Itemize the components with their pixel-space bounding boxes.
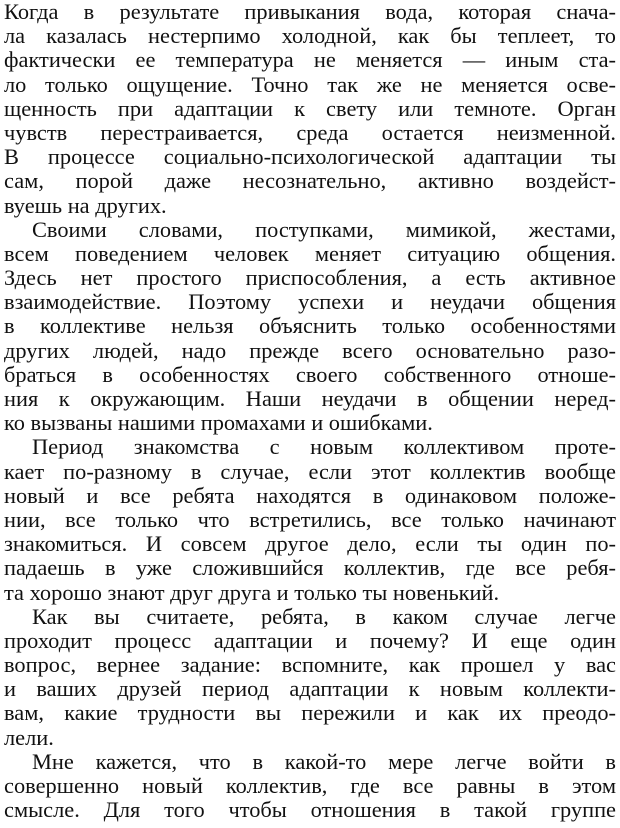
text-line: проходит процесс адаптации и почему? И еще один (4, 628, 616, 653)
text-line: Когда в результате привыкания вода, которая снача- (4, 0, 616, 24)
paragraph (4, 750, 616, 823)
paragraph (4, 435, 616, 604)
text-line: В процессе социально-психологической адаптации ты (4, 145, 616, 170)
text-line: Мне кажется, что в какой-то мере легче войти в (32, 749, 616, 774)
text-line: смысле. Для того чтобы отношения в такой группе (4, 798, 616, 823)
text-line: Своими словами, поступками, мимикой, жестами, (32, 217, 616, 242)
paragraph (4, 605, 616, 750)
text-line: вам, какие трудности вы пережили и как их преодо- (4, 701, 616, 726)
text-line: нии, все только что встретились, все только начинают (4, 507, 616, 532)
page-text (4, 0, 616, 822)
text-line: взаимодействие. Поэтому успехи и неудачи общения (4, 290, 616, 315)
text-line: чувств перестраивается, среда остается неизменной. (4, 120, 616, 145)
text-line: падаешь в уже сложившийся коллектив, где все ребя- (4, 556, 616, 581)
text-line: вопрос, вернее задание: вспомните, как прошел у вас (4, 653, 616, 678)
text-line: сам, порой даже несознательно, активно воздейст- (4, 169, 616, 194)
text-line: вуешь на других. (4, 193, 167, 218)
text-line: совершенно новый коллектив, где все равны в этом (4, 774, 616, 798)
text-line: та хорошо знают друг друга и только ты новенький. (4, 580, 500, 605)
text-line: ния к окружающим. Наши неудачи в общении неред- (4, 387, 616, 411)
text-line: и ваших друзей период адаптации к новым коллекти- (4, 677, 616, 702)
text-line: лели. (4, 725, 54, 750)
text-line: щенность при адаптации к свету или темноте. Орган (4, 96, 616, 121)
text-line: Здесь нет простого приспособления, а есть активное (4, 266, 616, 291)
paragraph (4, 0, 616, 218)
text-line: знакомиться. И совсем другое дело, если ты один по- (4, 532, 616, 557)
text-line: браться в особенностях своего собственного отноше- (4, 362, 616, 387)
text-line: новый и все ребята находятся в одинаковом положе- (4, 483, 616, 508)
text-line: ла казалась нестерпимо холодной, как бы теплеет, то (4, 24, 616, 49)
text-line: ко вызваны нашими промахами и ошибками. (4, 411, 433, 436)
text-line: других людей, надо прежде всего основательно разо- (4, 338, 616, 363)
text-line: кает по-разному в случае, если этот коллектив вообще (4, 459, 616, 484)
text-line: в коллективе нельзя объяснить только особенностями (4, 314, 616, 339)
text-line: всем поведением человек меняет ситуацию общения. (4, 241, 616, 266)
text-line: Период знакомства с новым коллективом проте- (32, 435, 616, 460)
text-line: фактически ее температура не меняется — иным ста- (4, 48, 616, 73)
paragraph (4, 218, 616, 436)
text-line: ло только ощущение. Точно так же не меняется осве- (4, 72, 616, 97)
text-line: Как вы считаете, ребята, в каком случае легче (32, 604, 616, 629)
